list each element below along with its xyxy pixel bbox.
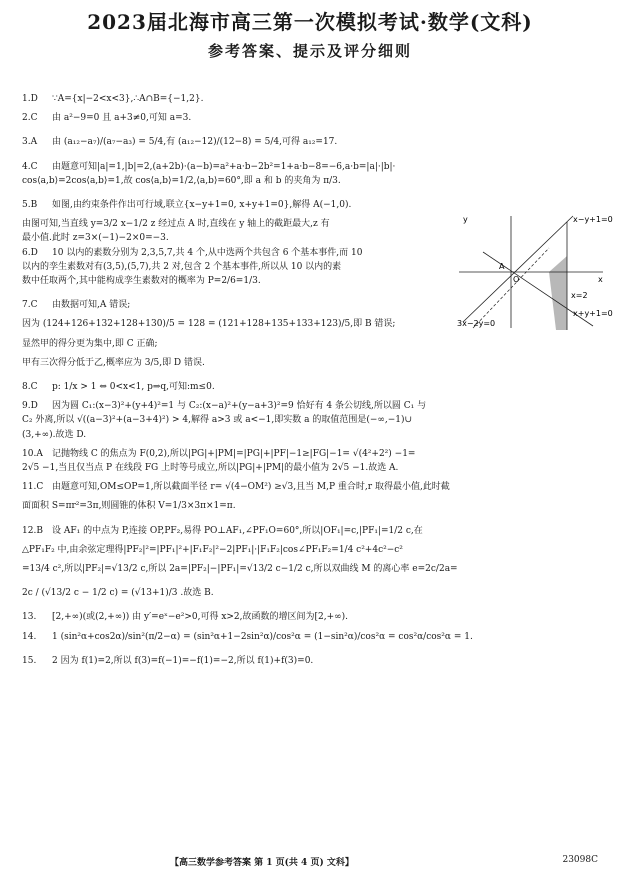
answer-item-13 [22,610,597,624]
answer-line: =13/4 c²,所以|PF₂|=√13/2 c,所以 2a=|PF₂|−|PF₁|=√13/2 c−1/2 c,所以双曲线 M 的离心率 e=2c/2a= [22,564,458,575]
answer-line: 以内的孪生素数对有(3,5),(5,7),共 2 对,包含 2 个基本事件,所以从 10 以内的素 [22,261,342,272]
answer-line: 甲有三次得分低于乙,概率应为 3/5,即 D 错误. [22,357,205,368]
answer-line: 最小值.此时 z=3×(−1)−2×0=−3. [22,233,169,244]
answer-line: 如图,由约束条件作出可行域,联立{x−y+1=0, x+y+1=0},解得 A(−1,0). [52,200,352,211]
answer-list [22,92,597,668]
answer-number: 4.C [22,161,38,172]
answer-line: 设 AF₁ 的中点为 P,连接 OP,PF₂,易得 PO⊥AF₁,∠PF₁O=60°,所以|OF₁|=c,|PF₁|=1/2 c,在 [52,525,423,536]
answer-number: 2.C [22,113,38,124]
answer-line: 面面积 S=πr²=3π,则圆锥的体积 V=1/3×3π×1=π. [22,501,236,512]
answer-line: 1 (sin²α+cos2α)/sin²(π/2−α) = (sin²α+1−2sin²α)/cos²α = (1−sin²α)/cos²α = cos²α/cos²α = 1. [52,631,473,642]
answer-item-12 [22,524,597,601]
answer-line: 因为圆 C₁:(x−3)²+(y+4)²=1 与 C₂:(x−a)²+(y−a+3)²=9 恰好有 4 条公切线,所以圆 C₁ 与 [52,401,427,412]
answer-item-8 [22,380,597,394]
answer-item-2 [22,111,597,125]
label-line3: x=2 [571,291,588,300]
answer-item-14 [22,630,597,644]
answer-item-5 [22,198,452,246]
page-title: 2023届北海市高三第一次模拟考试·数学(文科) [87,10,533,34]
answer-item-10 [22,447,597,475]
answer-item-4 [22,160,597,188]
answer-line: [2,+∞)(或(2,+∞)) 由 y′=eˣ−e²>0,可得 x>2,故函数的增区间为[2,+∞). [52,612,349,623]
label-line1: x−y+1=0 [573,215,613,224]
answer-line: △PF₁F₂ 中,由余弦定理得|PF₂|²=|PF₁|²+|F₁F₂|²−2|PF₁|·|F₁F₂|cos∠PF₁F₂=1/4 c²+4c²−c² [22,544,403,555]
answer-line: cos⟨a,b⟩=2cos⟨a,b⟩=1,故 cos⟨a,b⟩=1/2,⟨a,b⟩=60°,即 a 和 b 的夹角为 π/3. [22,175,341,186]
answer-line: 由数据可知,A 错误; [52,300,131,311]
answer-number: 12.B [22,525,43,536]
answer-line: 记抛物线 C 的焦点为 F(0,2),所以|PG|+|PM|=|PG|+|PF|−1≥|FG|−1= √(4²+2²) −1= [52,448,416,459]
answer-line: 由 (a₁₂−a₇)/(a₇−a₃) = 5/4,有 (a₁₂−12)/(12−8) = 5/4,可得 a₁₂=17. [52,137,338,148]
footer-code: 23098C [562,855,598,865]
answer-line: C₂ 外离,所以 √((a−3)²+(a−3+4)²) > 4,解得 a>3 或 a<−1,即实数 a 的取值范围是(−∞,−1)∪ [22,415,413,426]
answer-line: p: 1/x > 1 ⇔ 0<x<1, p⇒q,可知:m≤0. [52,382,215,393]
answer-number: 5.B [22,200,38,211]
answer-number: 7.C [22,300,38,311]
answer-line: 显然甲的得分更为集中,即 C 正确; [22,338,158,349]
answer-line: 由 a²−9=0 且 a+3≠0,可知 a=3. [52,113,192,124]
answer-line: 数中任取两个,其中能构成孪生素数对的概率为 P=2/6=1/3. [22,276,261,287]
answer-item-1 [22,92,597,106]
answer-line: 2√5 −1,当且仅当点 P 在线段 FG 上时等号成立,所以|PG|+|PM|的最小值为 2√5 −1.故选 A. [22,463,399,474]
label-line4: 3x−2y=0 [457,319,496,328]
page-subtitle: 参考答案、提示及评分细则 [207,42,412,60]
answer-line: ∵A={x|−2<x<3},∴A∩B={−1,2}. [52,94,204,104]
answer-item-3 [22,135,597,149]
answer-item-9 [22,399,597,442]
answer-item-15 [22,654,597,668]
answer-line: 由题意可知,OM≤OP=1,所以截面半径 r= √(4−OM²) ≥√3,且当 M,P 重合时,r 取得最小值,此时截 [52,482,450,493]
answer-number: 6.D [22,247,38,258]
answer-number: 14. [22,631,37,642]
answer-number: 1.D [22,94,38,104]
feasible-region-svg [453,212,613,330]
answer-line: (3,+∞).故选 D. [22,429,87,440]
point-a-label: A [499,262,505,271]
answer-line: 2c / (√13/2 c − 1/2 c) = (√13+1)/3 .故选 B. [22,588,214,599]
answer-number: 3.A [22,137,38,148]
answer-line: 2 因为 f(1)=2,所以 f(3)=f(−1)=−f(1)=−2,所以 f(1)+f(3)=0. [52,655,314,666]
feasible-region-figure [453,212,613,330]
answer-line: 因为 (124+126+132+128+130)/5 = 128 = (121+128+135+133+123)/5,即 B 错误; [22,319,396,330]
answer-item-6 [22,246,452,289]
answer-line: 10 以内的素数分别为 2,3,5,7,共 4 个,从中选两个共包含 6 个基本事件,而 10 [52,247,363,258]
label-line2: x+y+1=0 [573,309,613,318]
answer-line: 由题意可知|a|=1,|b|=2,(a+2b)·(a−b)=a²+a·b−2b²=1+a·b−8=−6,a·b=|a|·|b|· [52,161,396,172]
answer-number: 10.A [22,448,43,459]
shaded-region [549,256,567,330]
page-footer [0,855,620,871]
y-axis-label: y [463,215,468,224]
answer-number: 8.C [22,382,38,393]
answer-item-11 [22,480,597,513]
origin-label: O [513,275,520,284]
answer-number: 13. [22,612,37,623]
answer-number: 9.D [22,401,38,412]
x-axis-label: x [598,275,603,284]
answer-number: 15. [22,655,37,666]
answer-line: 由图可知,当直线 y=3/2 x−1/2 z 经过点 A 时,直线在 y 轴上的截距最大,z 有 [22,219,330,230]
answer-number: 11.C [22,482,44,493]
footer-text: 【高三数学参考答案 第 1 页(共 4 页) 文科】 [170,858,354,868]
